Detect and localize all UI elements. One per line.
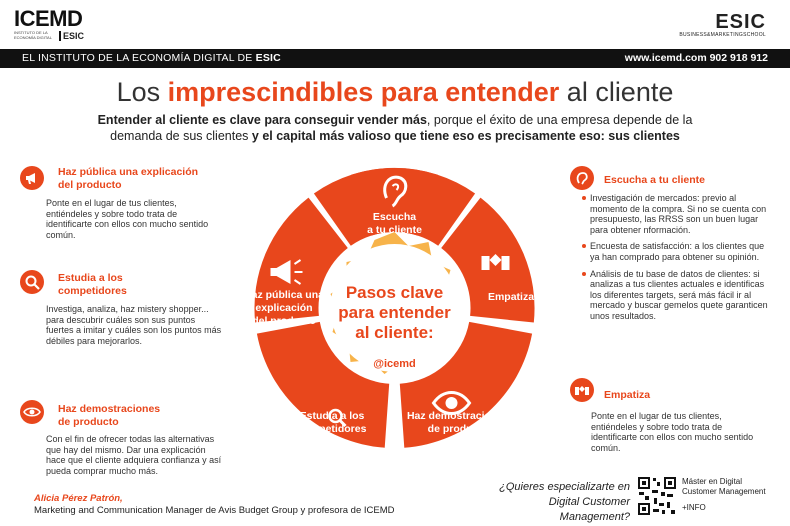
eye-icon [20, 400, 44, 424]
cta-question: ¿Quieres especializarte en Digital Customer Management? [499, 481, 630, 523]
contact-info[interactable]: www.icemd.com 902 918 912 [624, 52, 768, 64]
escucha-bullet-list [582, 193, 768, 328]
center-handle: @icemd [373, 358, 416, 370]
wheel-label-empatiza: Empatiza [487, 291, 535, 303]
wheel-label-comp-1: Estudia a los [299, 410, 365, 422]
qr-code[interactable] [637, 476, 677, 516]
steps-wheel [228, 158, 561, 458]
top-bar [0, 49, 790, 68]
section-body-explicacion: Ponte en el lugar de tus clientes, entiéndeles y sobre todo trata de identificarte con ellos con mucho sentido común. [46, 198, 209, 240]
section-title-competidores: Estudia a los competidores [58, 272, 127, 297]
wheel-label-demo-2: de producto [427, 423, 489, 435]
list-item: Análisis de tu base de datos de clientes: si analizas a tus clientes actuales e identificas los diferentes targets, será más fácil ir al mercado y buscar gemelos quete garanticen unos resultados. [582, 269, 768, 322]
section-body-empatiza: Ponte en el lugar de tus clientes, entiéndeles y sobre todo trata de identificarte con ellos con mucho sentido común. [591, 411, 754, 453]
institute-tagline: EL INSTITUTO DE LA ECONOMÍA DIGITAL DE ESIC [22, 52, 281, 64]
wheel-label-demo-1: Haz demostraciones [406, 410, 510, 422]
center-title-2: para entender [338, 303, 451, 322]
qr-info[interactable]: Máster en Digital Customer Management +INFO [682, 477, 766, 512]
esic-logo: ESIC BUSINESS&MARKETINGSCHOOL [679, 11, 766, 38]
wheel-label-expl-3: del producto [252, 315, 316, 327]
megaphone-icon [20, 166, 44, 190]
wheel-label-escucha-2: a tu cliente [367, 224, 422, 236]
intro-text: Entender al cliente es clave para conseguir vender más, porque el éxito de una empresa depende de la demanda de sus clientes y el capital más valioso que tiene eso es precisamente eso: sus clientes [97, 113, 693, 143]
list-item: Encuesta de satisfacción: a los clientes que ya han comprado para obtener su opinión. [582, 241, 768, 262]
icemd-logo: ICEMD INSTITUTO DE LA ECONOMÍA DIGITAL ESIC [14, 6, 85, 41]
center-title-3: al cliente: [355, 323, 434, 342]
section-title-explicacion: Haz pública una explicación del producto [58, 166, 199, 191]
wheel-label-comp-2: competidores [297, 423, 367, 435]
wheel-label-escucha-1: Escucha [372, 211, 417, 223]
page-title: Los imprescindibles para entender al cliente [116, 77, 674, 107]
handshake-icon [570, 378, 594, 402]
section-title-empatiza: Empatiza [604, 389, 651, 401]
section-body-demostraciones: Con el fin de ofrecer todas las alternativas que hay del mismo. Dar una explicación hace que el cliente adquiera confianza y así pueda comprar mucho más. [46, 434, 222, 476]
center-title-1: Pasos clave [345, 283, 444, 302]
author-credit: Alicia Pérez Patrón, Marketing and Communication Manager de Avis Budget Group y profesora de ICEMD [34, 493, 395, 516]
ear-icon [570, 166, 594, 190]
wheel-label-expl-1: Haz pública una [244, 289, 324, 301]
section-title-demostraciones: Haz demostraciones de producto [58, 403, 161, 428]
list-item: Investigación de mercados: previo al momento de la compra. Si no se cuenta con presupuesto, las RRSS son un buen lugar para obtener nformación. [582, 193, 768, 235]
wheel-label-expl-2: explicación [255, 302, 313, 314]
section-title-escucha: Escucha a tu cliente [604, 174, 705, 186]
magnifier-icon [20, 270, 44, 294]
section-body-competidores: Investiga, analiza, haz mistery shopper... para descubrir cuáles son sus puntos fuertes a imitar y cuáles son los puntos más débiles para mejorarlos. [46, 304, 222, 346]
